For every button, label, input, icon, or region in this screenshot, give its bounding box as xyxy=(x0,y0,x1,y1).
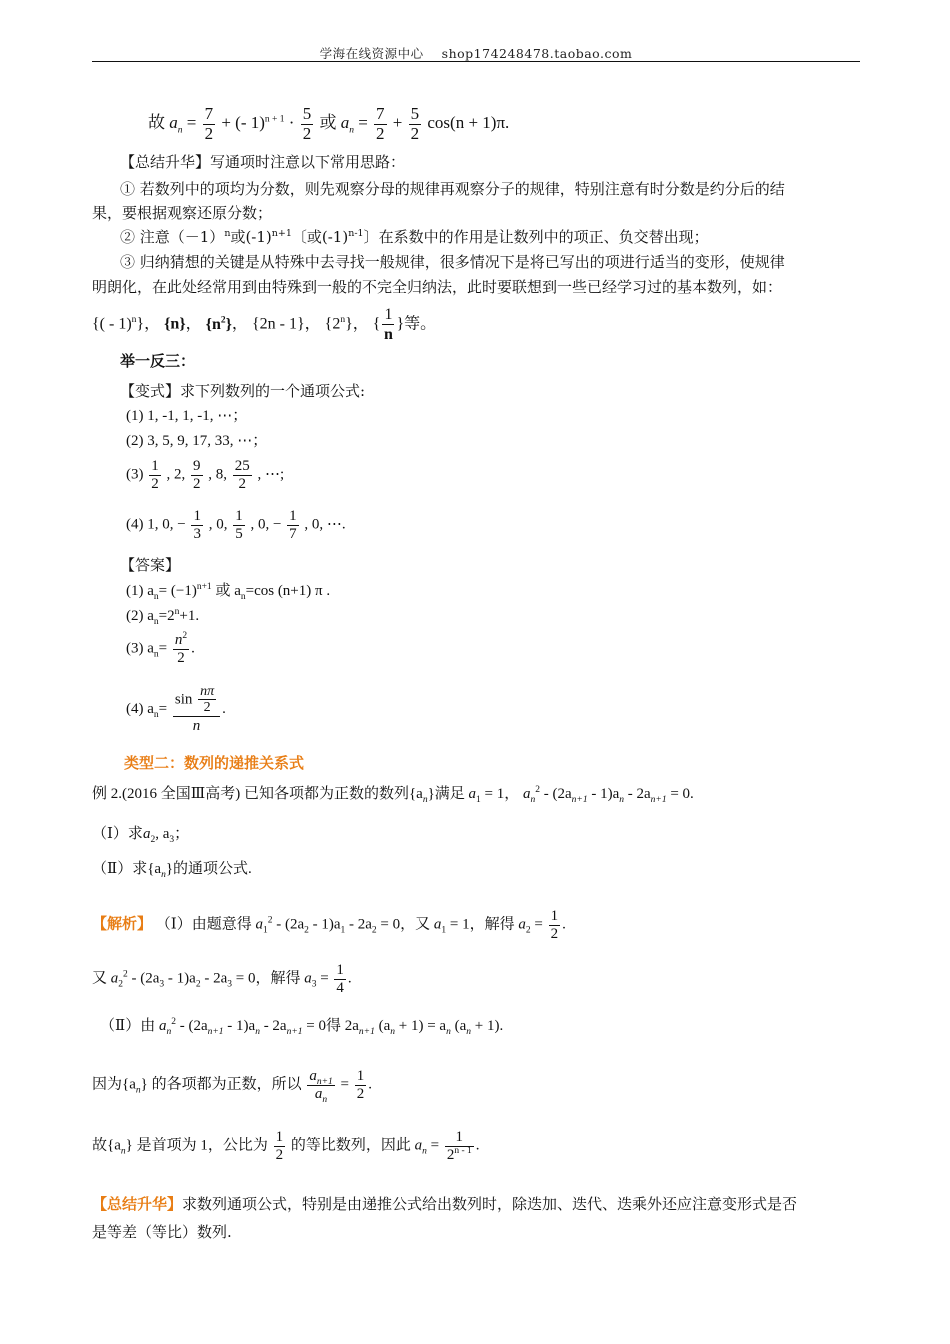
solution-line3: （Ⅱ）由 $a_n^2 - (2a_{n+1} - 1)a_n - 2a_{n+1} = 0$得 $2a_{n+1}$ $(a_n + 1) = a_n$ $(a_n + 1)$. xyxy=(100,1017,504,1037)
example2-q2: （Ⅱ）求$\{a_n\}$的通项公式. xyxy=(92,861,252,880)
example2-stem: 例 2.(2016 全国Ⅲ高考) 已知各项都为正数的数列$\{a_n\}$满足 $a_1 = 1$， $a_n^2 - (2a_{n+1} - 1)a_n - 2a_{n+1} = 0$. xyxy=(92,785,694,805)
summary1-p1-line2: 果，要根据观察还原分数； xyxy=(92,204,273,222)
variant-q3: (3) $\frac{1}{2}$ , 2, $\frac{9}{2}$ , 8, $\frac{25}{2}$ , ⋯; xyxy=(126,458,285,492)
solution-line1: 【解析】 （Ⅰ）由题意得 $a_1^2 - (2a_2 - 1)a_1 - 2a_2 = 0$，又 $a_1 = 1$，解得 $a_2$ = $\frac{1}{2}$ . xyxy=(92,908,566,942)
summary1-p3-line2: 明朗化，在此处经常用到由特殊到一般的不完全归纳法，此时要联想到一些已经学习过的基本数列，如： xyxy=(92,278,783,296)
type2-heading: 类型二：数列的递推关系式 xyxy=(124,754,305,772)
solution-line5: 故$\{a_n\}$ 是首项为 1，公比为 $\frac{1}{2}$ 的等比数列，因此 $a_n$ = $\frac{1}{2^{n - 1}}$ . xyxy=(92,1129,480,1163)
summary2-line1: 【总结升华】求数列通项公式，特别是由递推公式给出数列时，除迭加、迭代、迭乘外还应注意变形式是否 xyxy=(92,1195,798,1213)
summary1-p2: ② 注意$(-1)^n$或$(-1)^{n+1}$〔或$(-1)^{n-1}$〕在系数中的作用是让数列中的项正、负交替出现； xyxy=(120,228,709,246)
header-shop: shop174248478.taobao.com xyxy=(441,46,633,61)
header-rule xyxy=(92,61,860,62)
answer-1: (1) $a_n= (-1)^{n+1}$ 或 $a_n=\cos$ (n+1) π . xyxy=(126,582,331,602)
answer-2: (2) $a_n=2^n+1$. xyxy=(126,607,200,627)
summary2-line2: 是等差（等比）数列. xyxy=(92,1223,232,1241)
variant-title: 【变式】求下列数列的一个通项公式: xyxy=(120,382,366,400)
page-header xyxy=(92,44,860,62)
formula-an: 故 $a_n$ = $\frac{7}{2}$ + (- 1)$^{n + 1}$ · $\frac{5}{2}$ 或 $a_n$ = $\frac{7}{2}$ + $\frac{5}{2}$ cos(n + 1)π. xyxy=(148,104,510,143)
basic-sequences: {( - 1)$^n$}， {n}， $\{n^2\}$， {2n - 1}， {2$^n$}， { $\frac{1}{n}$ }等。 xyxy=(92,306,437,343)
variant-q4: (4) 1, 0, − $\frac{1}{3}$ , 0, $\frac{1}{5}$ , 0, − $\frac{1}{7}$ , 0, ⋯. xyxy=(126,508,346,542)
practice-heading: 举一反三： xyxy=(120,352,196,370)
summary1-p3-line1: ③ 归纳猜想的关键是从特殊中去寻找一般规律，很多情况下是将已写出的项进行适当的变形，使规律 xyxy=(120,253,785,271)
summary1-title: 【总结升华】写通项时注意以下常用思路： xyxy=(120,153,406,171)
variant-q2: (2) 3, 5, 9, 17, 33, ⋯； xyxy=(126,433,268,449)
solution-line4: 因为$\{a_n\}$ 的各项都为正数，所以 $\frac{a_{n+1}}{a_n}$ = $\frac{1}{2}$ . xyxy=(92,1068,372,1105)
header-site: 学海在线资源中心 xyxy=(319,46,424,61)
example2-q1: （Ⅰ）求$a_2$, $a_3$； xyxy=(92,826,190,845)
solution-line2: 又 $a_2^2 - (2a_3 - 1)a_2 - 2a_3 = 0$，解得 $a_3$ = $\frac{1}{4}$ . xyxy=(92,962,352,996)
variant-q1: (1) 1, -1, 1, -1, ⋯； xyxy=(126,408,248,424)
answer-4: (4) $a_n=$ sin $\frac{n\pi}{2}$ n . xyxy=(126,684,226,734)
answer-label: 【答案】 xyxy=(120,556,181,574)
summary1-p1-line1: ① 若数列中的项均为分数，则先观察分母的规律再观察分子的规律，特别注意有时分数是约分后的结 xyxy=(120,180,785,198)
answer-3: (3) $a_n=$ $\frac{n^2}{2}$ . xyxy=(126,631,195,666)
